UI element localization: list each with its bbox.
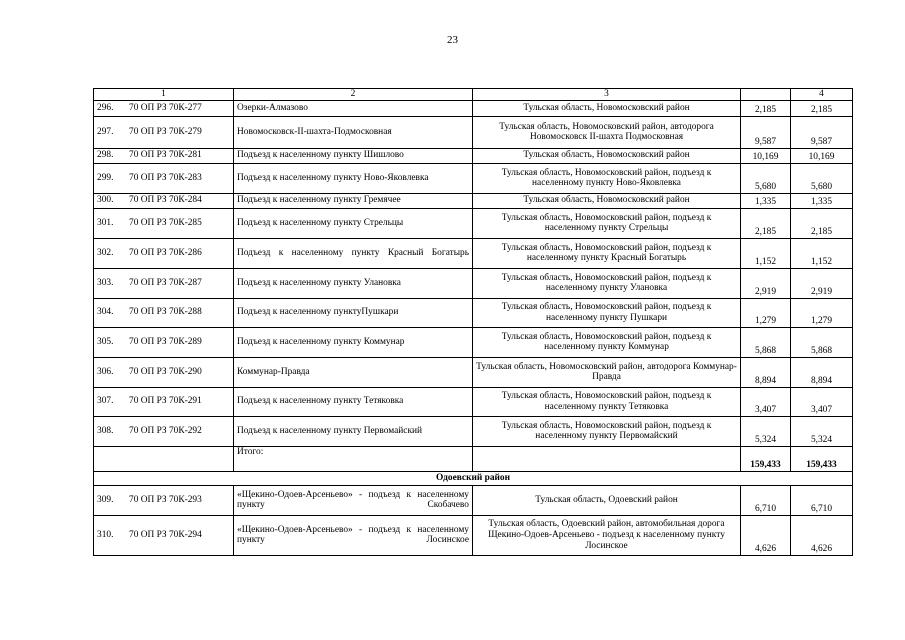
table-row	[94, 515, 853, 555]
road-name: Подъезд к населенному пункту Улановка	[234, 268, 473, 298]
number-and-code-cell	[94, 193, 234, 208]
rows-novomoskovsk	[94, 89, 853, 447]
number-and-code-cell	[94, 116, 234, 148]
road-name: Подъезд к населенному пункту Красный Богатырь	[234, 238, 473, 268]
row-number-text: 303.	[97, 277, 114, 288]
table-row	[94, 100, 853, 116]
number-and-code-cell	[94, 387, 234, 416]
road-code: 70 ОП РЗ 70К-277	[129, 102, 202, 113]
number-and-code-cell	[94, 148, 234, 163]
road-location: Тульская область, Новомосковский район, подъезд к населенному пункту Первомайский	[473, 416, 741, 446]
road-length-total: 10,169	[791, 148, 853, 163]
row-number-text: 309.	[97, 494, 114, 505]
header-col-blank	[741, 89, 791, 101]
road-length-total: 5,324	[791, 416, 853, 446]
section-header-row	[94, 471, 853, 485]
total-block	[94, 446, 853, 485]
road-length: 2,185	[741, 100, 791, 116]
header-col-3: 3	[473, 89, 741, 101]
total-length: 159,433	[741, 446, 791, 471]
road-code: 70 ОП РЗ 70К-284	[129, 195, 202, 206]
road-code: 70 ОП РЗ 70К-293	[129, 494, 202, 505]
road-location: Тульская область, Новомосковский район, подъезд к населенному пункту Пушкари	[473, 298, 741, 327]
row-number-text: 310.	[97, 529, 114, 540]
road-length: 1,152	[741, 238, 791, 268]
road-code: 70 ОП РЗ 70К-283	[129, 172, 202, 183]
road-length: 1,335	[741, 193, 791, 208]
header-col-1: 1	[94, 89, 234, 101]
road-location: Тульская область, Новомосковский район, подъезд к населенному пункту Ново-Яковлевка	[473, 163, 741, 193]
number-and-code-cell	[94, 515, 234, 555]
road-length-total: 8,894	[791, 357, 853, 387]
road-length: 1,279	[741, 298, 791, 327]
table-row	[94, 238, 853, 268]
road-length: 2,919	[741, 268, 791, 298]
road-location: Тульская область, Новомосковский район	[473, 148, 741, 163]
row-number-text: 307.	[97, 396, 114, 407]
road-name: Коммунар-Правда	[234, 357, 473, 387]
number-and-code-cell	[94, 208, 234, 238]
road-code: 70 ОП РЗ 70К-294	[129, 529, 202, 540]
table-row	[94, 268, 853, 298]
road-name: «Щекино-Одоев-Арсеньево» - подъезд к населенному пункту Скобачево	[234, 485, 473, 515]
road-length: 9,587	[741, 116, 791, 148]
rows-odoev	[94, 485, 853, 555]
road-code: 70 ОП РЗ 70К-281	[129, 150, 202, 161]
road-code: 70 ОП РЗ 70К-291	[129, 396, 202, 407]
total-label: Итого:	[234, 446, 473, 471]
road-length: 4,626	[741, 515, 791, 555]
road-name: Подъезд к населенному пункту Коммунар	[234, 327, 473, 357]
table-row	[94, 298, 853, 327]
row-number-text: 296.	[97, 102, 114, 113]
road-code: 70 ОП РЗ 70К-288	[129, 307, 202, 318]
road-name: Подъезд к населенному пунктуПушкари	[234, 298, 473, 327]
table-row	[94, 327, 853, 357]
road-name: Подъезд к населенному пункту Гремячее	[234, 193, 473, 208]
road-length-total: 1,279	[791, 298, 853, 327]
road-name: Озерки-Алмазово	[234, 100, 473, 116]
row-number-text: 304.	[97, 307, 114, 318]
road-name: «Щекино-Одоев-Арсеньево» - подъезд к населенному пункту Лосинское	[234, 515, 473, 555]
road-location: Тульская область, Новомосковский район, подъезд к населенному пункту Стрельцы	[473, 208, 741, 238]
road-code: 70 ОП РЗ 70К-287	[129, 277, 202, 288]
road-length-total: 3,407	[791, 387, 853, 416]
road-length-total: 2,185	[791, 208, 853, 238]
number-and-code-cell	[94, 357, 234, 387]
road-length-total: 1,335	[791, 193, 853, 208]
road-length-total: 1,152	[791, 238, 853, 268]
road-length: 8,894	[741, 357, 791, 387]
total-location-blank	[473, 446, 741, 471]
road-length: 3,407	[741, 387, 791, 416]
road-code: 70 ОП РЗ 70К-289	[129, 336, 202, 347]
row-number-text: 298.	[97, 150, 114, 161]
road-code: 70 ОП РЗ 70К-292	[129, 425, 202, 436]
road-location: Тульская область, Одоевский район	[473, 485, 741, 515]
road-name: Подъезд к населенному пункту Стрельцы	[234, 208, 473, 238]
road-name: Подъезд к населенному пункту Первомайский	[234, 416, 473, 446]
row-number-text: 306.	[97, 366, 114, 377]
road-length: 6,710	[741, 485, 791, 515]
road-length: 2,185	[741, 208, 791, 238]
table-row	[94, 387, 853, 416]
roads-register-table	[93, 88, 853, 556]
table-row	[94, 163, 853, 193]
number-and-code-cell	[94, 298, 234, 327]
road-name: Новомосковск-II-шахта-Подмосковная	[234, 116, 473, 148]
road-length-total: 2,185	[791, 100, 853, 116]
table-row	[94, 208, 853, 238]
road-location: Тульская область, Одоевский район, автомобильная дорога Щекино-Одоев-Арсеньево - подъезд к населенному пункту Лосинское	[473, 515, 741, 555]
table-row	[94, 148, 853, 163]
road-code: 70 ОП РЗ 70К-286	[129, 247, 202, 258]
table-row	[94, 193, 853, 208]
road-location: Тульская область, Новомосковский район, подъезд к населенному пункту Улановка	[473, 268, 741, 298]
row-number-text: 302.	[97, 247, 114, 258]
road-location: Тульская область, Новомосковский район, подъезд к населенному пункту Тетяковка	[473, 387, 741, 416]
road-length-total: 5,680	[791, 163, 853, 193]
road-length-total: 4,626	[791, 515, 853, 555]
table-row	[94, 357, 853, 387]
section-title: Одоевский район	[94, 471, 853, 485]
total-blank	[94, 446, 234, 471]
road-location: Тульская область, Новомосковский район	[473, 193, 741, 208]
row-number-text: 305.	[97, 336, 114, 347]
number-and-code-cell	[94, 100, 234, 116]
road-code: 70 ОП РЗ 70К-285	[129, 217, 202, 228]
road-length: 5,868	[741, 327, 791, 357]
road-length-total: 5,868	[791, 327, 853, 357]
road-location: Тульская область, Новомосковский район, подъезд к населенному пункту Красный Богатырь	[473, 238, 741, 268]
road-location: Тульская область, Новомосковский район, автодорога Новомосковск II-шахта Подмосковная	[473, 116, 741, 148]
road-name: Подъезд к населенному пункту Ново-Яковлевка	[234, 163, 473, 193]
row-number-text: 297.	[97, 126, 114, 137]
road-code: 70 ОП РЗ 70К-279	[129, 126, 202, 137]
number-and-code-cell	[94, 163, 234, 193]
road-length-total: 2,919	[791, 268, 853, 298]
page-number: 23	[447, 34, 458, 46]
road-length: 10,169	[741, 148, 791, 163]
road-name: Подъезд к населенному пункту Тетяковка	[234, 387, 473, 416]
header-col-2: 2	[234, 89, 473, 101]
header-col-4: 4	[791, 89, 853, 101]
number-and-code-cell	[94, 238, 234, 268]
row-number-text: 308.	[97, 425, 114, 436]
road-length: 5,680	[741, 163, 791, 193]
road-code: 70 ОП РЗ 70К-290	[129, 366, 202, 377]
road-length-total: 9,587	[791, 116, 853, 148]
road-location: Тульская область, Новомосковский район, автодорога Коммунар-Правда	[473, 357, 741, 387]
table-row	[94, 116, 853, 148]
road-name: Подъезд к населенному пункту Шишлово	[234, 148, 473, 163]
total-sum: 159,433	[791, 446, 853, 471]
row-number-text: 301.	[97, 217, 114, 228]
number-and-code-cell	[94, 268, 234, 298]
table-row	[94, 485, 853, 515]
number-and-code-cell	[94, 485, 234, 515]
row-number-text: 300.	[97, 195, 114, 206]
road-length: 5,324	[741, 416, 791, 446]
road-length-total: 6,710	[791, 485, 853, 515]
table-row	[94, 416, 853, 446]
road-location: Тульская область, Новомосковский район	[473, 100, 741, 116]
total-row	[94, 446, 853, 471]
column-number-header	[94, 89, 853, 101]
number-and-code-cell	[94, 416, 234, 446]
number-and-code-cell	[94, 327, 234, 357]
row-number-text: 299.	[97, 172, 114, 183]
road-location: Тульская область, Новомосковский район, подъезд к населенному пункту Коммунар	[473, 327, 741, 357]
